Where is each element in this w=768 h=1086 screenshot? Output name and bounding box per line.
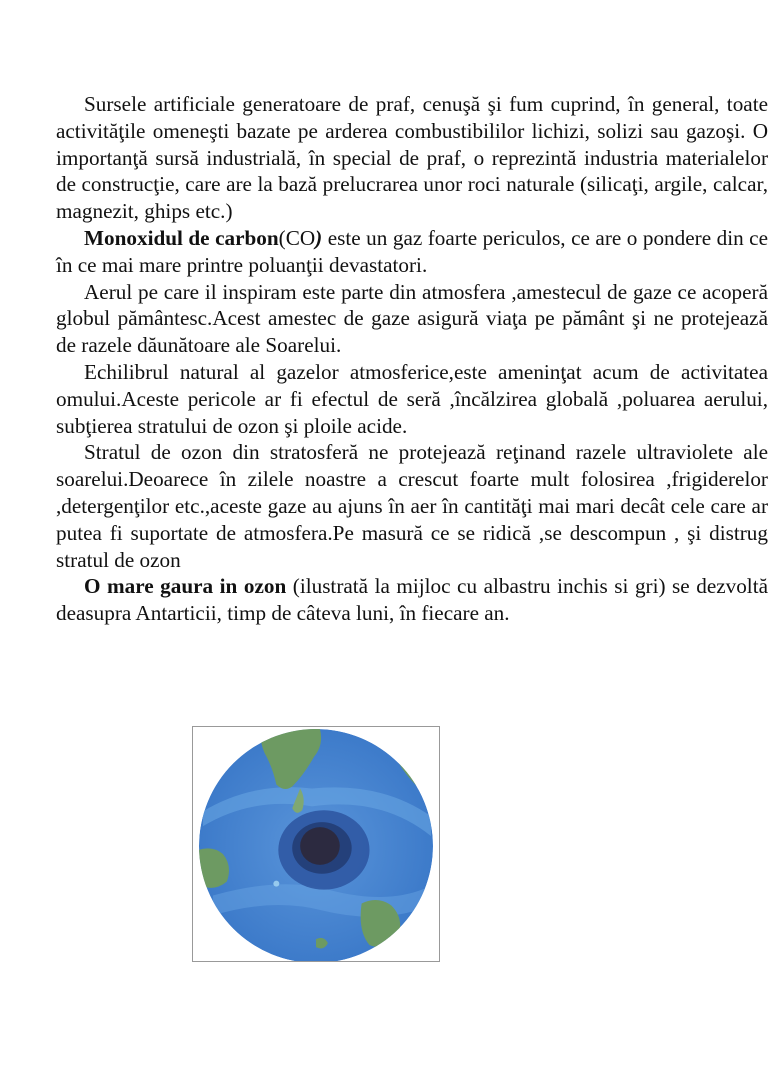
- paragraph-monoxid: [56, 225, 768, 279]
- paragraph-praf: [56, 91, 768, 225]
- paragraph-text: Aerul pe care il inspiram este parte din atmosfera ,amestecul de gaze ce acoperă globul pământesc.Acest amestec de gaze asigură viaţa pe pământ şi ne protejează de razele dăunătoare ale Soarelui.: [56, 279, 768, 358]
- paragraph-text: Sursele artificiale generatoare de praf, cenuşă şi fum cuprind, în general, toate activităţile omeneşti bazate pe arderea combustibililor lichizi, solizi sau gazoşi. O importanţă sursă industrială, în special de praf, o reprezintă industria materialelor de construcţie, care are la bază prelucrarea unor roci naturale (silicaţi, argile, calcar, magnezit, ghips etc.): [56, 92, 768, 224]
- paragraph-gaura: [56, 573, 768, 627]
- formula-close-paren: ): [315, 225, 323, 250]
- paragraph-aer: [56, 279, 768, 359]
- term-gaura-ozon: O mare gaura in ozon: [84, 574, 287, 599]
- ozone-hole-core: [300, 827, 340, 865]
- term-monoxid: Monoxidul de carbon: [84, 225, 279, 250]
- formula-co: (CO: [278, 225, 316, 250]
- paragraph-text: Echilibrul natural al gazelor atmosferice,este ameninţat acum de activitatea omului.Aceste pericole ar fi efectul de seră ,încălzirea globală ,poluarea aerului, subţierea stratului de ozon şi ploile acide.: [56, 359, 768, 438]
- paragraph-ozon: [56, 439, 768, 573]
- ozone-hole-spot: [273, 881, 279, 887]
- ozone-globe-illustration: [193, 727, 439, 961]
- paragraph-text: Stratul de ozon din stratosferă ne protejează reţinand razele ultraviolete ale soarelui.Deoarece în zilele noastre a crescut foarte mult folosirea ,frigiderelor ,detergenţilor etc.,aceste gaze au ajuns în aer în cantităţi mai mari decât cele care ar putea fi suportate de atmosfera.Pe masură ce se ridică ,se descompun , şi distrug stratul de ozon: [56, 440, 768, 572]
- paragraph-text: (ilustrată la mijloc cu albastru inchis si gri) se dezvoltă deasupra Antarticii, timp de câteva luni, în fiecare an.: [56, 574, 768, 626]
- ozone-hole-image: [192, 726, 440, 962]
- paragraph-text: este un gaz foarte periculos, ce are o pondere din ce în ce mai mare printre poluanţii devastatori.: [56, 225, 768, 277]
- document-body: [56, 91, 768, 627]
- paragraph-echilibru: [56, 359, 768, 439]
